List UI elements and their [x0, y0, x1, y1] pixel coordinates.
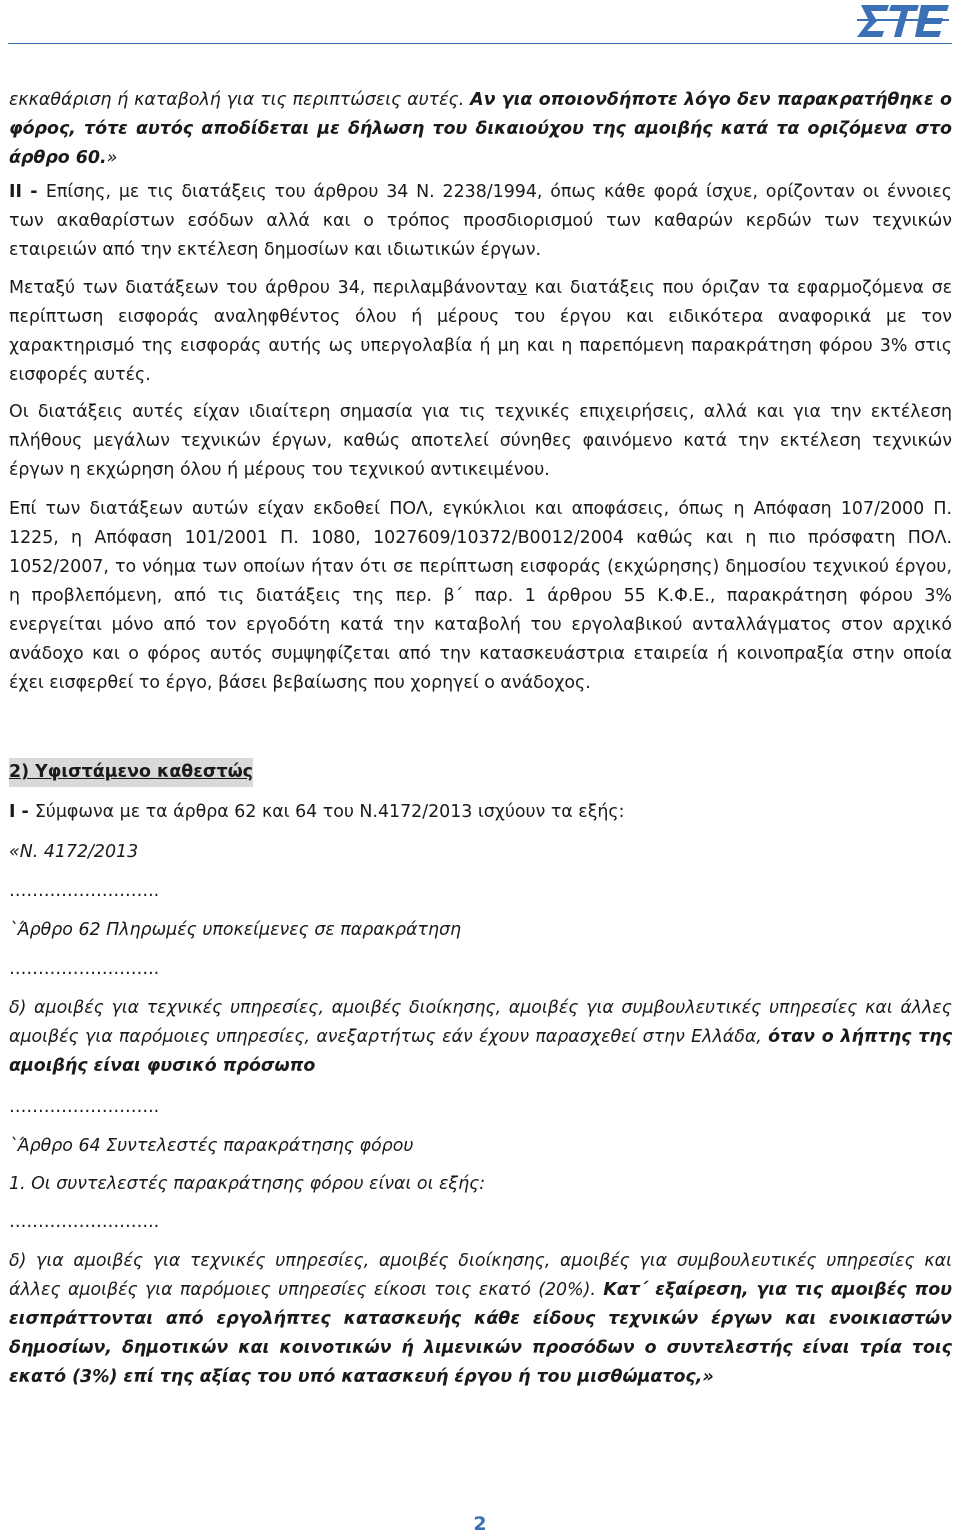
text-span-emphasis: Κατ΄ εξαίρεση, για τις αμοιβές που εισπράττονται από εργολήπτες κατασκευής κάθε είδους τεχνικών έργων και ενοικιαστών δημοσίων, δημοτικών και κοινοτικών ή λιμενικών προσόδων ο συντελεστής είναι τρία τοις εκατό (3%) επί της αξίας του υπό κατασκευή έργου ή του μισθώματος,»: [9, 1280, 953, 1387]
section-heading: 2) Υφιστάμενο καθεστώς: [9, 758, 253, 787]
article-64-title: `Άρθρο 64 Συντελεστές παρακράτησης φόρου: [9, 1136, 414, 1156]
paragraph-continuation: [9, 86, 952, 173]
text-span: »: [106, 148, 118, 168]
paragraph-article-34: [9, 274, 952, 390]
text-span: εκκαθάριση ή καταβολή για τις περιπτώσεις αυτές.: [9, 90, 471, 110]
section-marker: Ι -: [9, 802, 35, 822]
text-span-underlined: ν: [517, 278, 527, 298]
paragraph-significance: Οι διατάξεις αυτές είχαν ιδιαίτερη σημασία για τις τεχνικές επιχειρήσεις, αλλά και για την εκτέλεση πλήθους μεγάλων τεχνικών έργων, καθώς αποτελεί σύνηθες φαινόμενο κατά την εκτέλεση τεχνικών έργων η εκχώρηση όλου ή μέρους του τεχνικού αντικειμένου.: [9, 402, 952, 480]
document-body: [9, 86, 952, 1392]
text-span: δ) για αμοιβές για τεχνικές υπηρεσίες, αμοιβές διοίκησης, αμοιβές για συμβουλευτικές υπηρεσίες και άλλες αμοιβές για παρόμοιες υπηρεσίες είκοσι τοις εκατό (20%).: [9, 1251, 952, 1300]
ellipsis-line: ……………………..: [9, 1097, 160, 1117]
text-span: Σύμφωνα με τα άρθρα 62 και 64 του Ν.4172/2013 ισχύουν τα εξής:: [34, 802, 625, 822]
paragraph-ii: [9, 178, 952, 265]
paragraph-article-62-d: [9, 994, 952, 1081]
text-span-emphasis: όταν ο λήπτης της αμοιβής είναι φυσικό πρόσωπο: [9, 1027, 953, 1076]
ellipsis-line: ……………………..: [9, 881, 160, 901]
article-62-title: `Άρθρο 62 Πληρωμές υποκείμενες σε παρακράτηση: [9, 920, 462, 940]
text-span: και διατάξεις που όριζαν τα εφαρμοζόμενα σε περίπτωση εισφοράς αναληφθέντος όλου ή μέρους του έργου και ειδικότερα αναφορικά με τον χαρακτηρισμό της εισφοράς αυτής ως υπεργολαβία ή μη και η παρεπόμενη παρακράτηση φόρου 3% στις εισφορές αυτές.: [9, 278, 952, 385]
law-reference: «Ν. 4172/2013: [9, 842, 139, 862]
section-marker: ΙΙ -: [9, 182, 46, 202]
paragraph-article-64-d: [9, 1247, 952, 1392]
ellipsis-line: ……………………..: [9, 959, 160, 979]
article-64-item-1: 1. Οι συντελεστές παρακράτησης φόρου είναι οι εξής:: [9, 1174, 486, 1194]
text-span-emphasis: Αν για οποιονδήποτε λόγο δεν παρακρατήθηκε ο φόρος, τότε αυτός αποδίδεται με δήλωση του δικαιούχου της αμοιβής κατά τα οριζόμενα στο άρθρο 60.: [9, 90, 953, 168]
ste-logo: [857, 2, 949, 40]
text-span: δ) αμοιβές για τεχνικές υπηρεσίες, αμοιβές διοίκησης, αμοιβές για συμβουλευτικές υπηρεσίες και άλλες αμοιβές για παρόμοιες υπηρεσίες, ανεξαρτήτως εάν έχουν παρασχεθεί στην Ελλάδα,: [9, 998, 952, 1047]
section-heading-paragraph: [9, 758, 952, 787]
page-number: 2: [473, 1513, 487, 1535]
paragraph-decisions: Επί των διατάξεων αυτών είχαν εκδοθεί ΠΟΛ, εγκύκλιοι και αποφάσεις, όπως η Απόφαση 107/2000 Π. 1225, η Απόφαση 101/2001 Π. 1080, 1027609/10372/Β0012/2004 καθώς και η πιο πρόσφατη ΠΟΛ. 1052/2007, το νόημα των οποίων ήταν ότι σε περίπτωση εισφοράς (εκχώρησης) δημοσίου τεχνικού έργου, η προβλεπόμενη, από τις διατάξεις της περ. β΄ παρ. 1 άρθρου 55 Κ.Φ.Ε., παρακράτηση φόρου 3% ενεργείται μόνο από τον εργοδότη κατά την καταβολή του εργολαβικού ανταλλάγματος στον αρχικό ανάδοχο και ο φόρος αυτός συμψηφίζεται από την κατασκευάστρια εταιρεία ή κοινοπραξία στην οποία έχει εισφερθεί το έργο, βάσει βεβαίωσης που χορηγεί ο ανάδοχος.: [9, 499, 952, 693]
text-span: Μεταξύ των διατάξεων του άρθρου 34, περιλαμβάνοντα: [9, 278, 518, 298]
ellipsis-line: ……………………..: [9, 1212, 160, 1232]
paragraph-i: [9, 798, 952, 827]
header-rule: [8, 43, 952, 44]
text-span: Επίσης, με τις διατάξεις του άρθρου 34 Ν. 2238/1994, όπως κάθε φορά ίσχυε, ορίζονταν οι έννοιες των ακαθαρίστων εσόδων αλλά και ο τρόπος προσδιορισμού των καθαρών κερδών των τεχνικών εταιρειών από την εκτέλεση δημοσίων και ιδιωτικών έργων.: [9, 182, 952, 260]
